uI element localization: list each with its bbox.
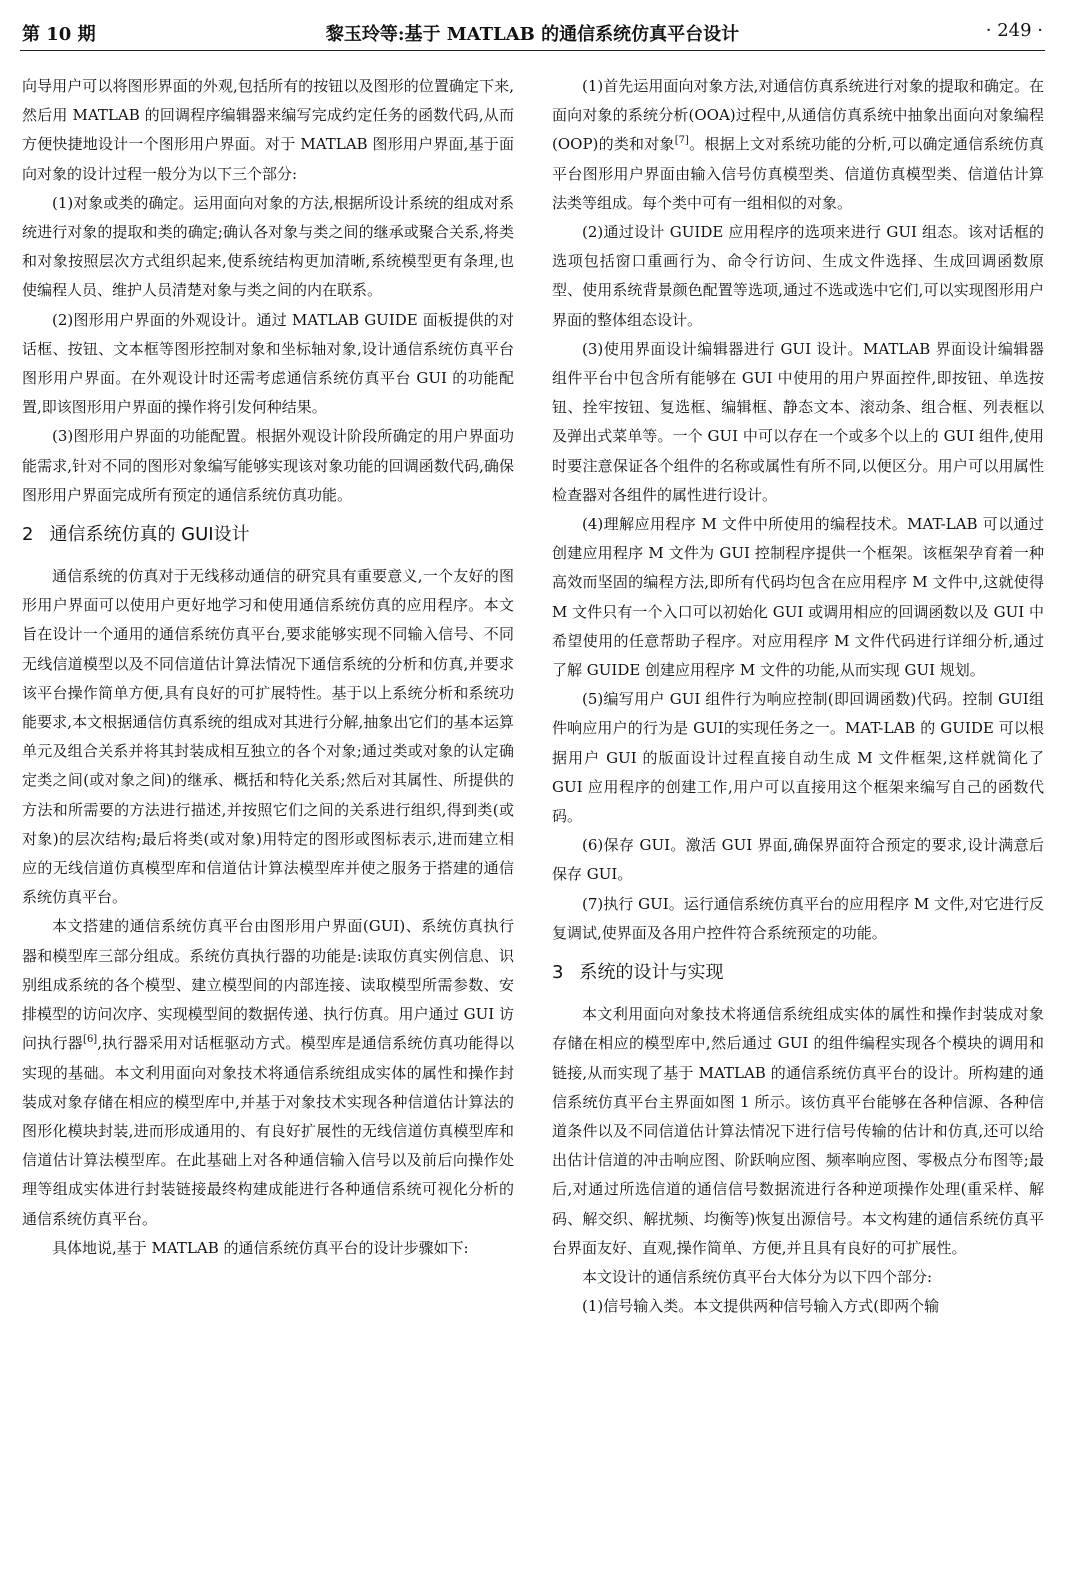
paragraph: 向导用户可以将图形界面的外观,包括所有的按钮以及图形的位置确定下来,然后用 MATLAB 的回调程序编辑器来编写完成约定任务的函数代码,从而方便快捷地设计一个图形用户界面。对于 MATLAB 图形用户界面,基于面向对象的设计过程一般分为以下三个部分: — [22, 77, 514, 183]
paragraph — [552, 72, 1044, 218]
paragraph: (1)信号输入类。本文提供两种信号输入方式(即两个输 — [582, 1297, 940, 1316]
right-column — [552, 72, 1044, 1321]
citation-ref: [7] — [674, 135, 689, 147]
paragraph-text: 本文搭建的通信系统仿真平台由图形用户界面(GUI)、系统仿真执行器和模型库三部分组成。系统仿真执行器的功能是:读取仿真实例信息、识别组成系统的各个模型、建立模型间的内部连接、读取模型所需参数、安排模型的访问次序、实现模型间的数据传递、执行仿真。用户通过 GUI 访问执行器 — [22, 917, 514, 1053]
running-title: 黎玉玲等:基于 MATLAB 的通信系统仿真平台设计 — [325, 24, 740, 45]
paragraph: (3)图形用户界面的功能配置。根据外观设计阶段所确定的用户界面功能需求,针对不同的图形对象编写能够实现该对象功能的回调函数代码,确保图形用户界面完成所有预定的通信系统仿真功能。 — [22, 427, 514, 504]
section-heading — [22, 520, 514, 550]
citation-ref: [6] — [83, 1034, 98, 1046]
paragraph-text: (1)首先运用面向对象方法,对通信仿真系统进行对象的提取和确定。在面向对象的系统分析(OOA)过程中,从通信仿真系统中抽象出面向对象编程(OOP)的类和对象 — [552, 77, 1044, 154]
paragraph: 通信系统的仿真对于无线移动通信的研究具有重要意义,一个友好的图形用户界面可以使用户更好地学习和使用通信系统仿真的应用程序。本文旨在设计一个通用的通信系统仿真平台,要求能够实现不同输入信号、不同无线信道模型以及不同信道估计算法情况下通信系统的分析和仿真,并要求该平台操作简单方便,具有良好的可扩展特性。基于以上系统分析和系统功能要求,本文根据通信仿真系统的组成对其进行分解,抽象出它们的基本运算单元及组合关系并将其封装成相互独立的各个对象;通过类或对象的认定确定类之间(或对象之间)的继承、概括和特化关系;然后对其属性、所提供的方法和所需要的方法进行描述,并按照它们之间的关系进行组织,得到类(或对象)的层次结构;最后将类(或对象)用特定的图形或图标表示,进而建立相应的无线信道仿真模型库和信道估计算法模型库并使之服务于搭建的通信系统仿真平台。 — [22, 567, 514, 907]
paragraph: (3)使用界面设计编辑器进行 GUI 设计。MATLAB 界面设计编辑器组件平台中包含所有能够在 GUI 中使用的用户界面控件,即按钮、单选按钮、拴牢按钮、复选框、编辑框、静态文本、滚动条、组合框、列表框以及弹出式菜单等。一个 GUI 中可以存在一个或多个以上的 GUI 组件,使用时要注意保证各个组件的名称或属性有所不同,以便区分。用户可以用属性检查器对各组件的属性进行设计。 — [552, 339, 1044, 504]
paragraph: (2)通过设计 GUIDE 应用程序的选项来进行 GUI 组态。该对话框的选项包括窗口重画行为、命令行访问、生成文件选择、生成回调函数原型、使用系统背景颜色配置等选项,通过不选或选中它们,可以实现图形用户界面的整体组态设计。 — [552, 223, 1044, 329]
page-number: · 249 · — [985, 20, 1043, 41]
paragraph: (5)编写用户 GUI 组件行为响应控制(即回调函数)代码。控制 GUI组件响应用户的行为是 GUI的实现任务之一。MAT-LAB 的 GUIDE 可以根据用户 GUI 的版面设计过程直接自动生成 M 文件框架,这样就简化了 GUI 应用程序的创建工作,用户可以直接用这个框架来编写自己的函数代码。 — [552, 690, 1044, 826]
paragraph — [22, 912, 514, 1233]
paragraph: (4)理解应用程序 M 文件中所使用的编程技术。MAT-LAB 可以通过创建应用程序 M 文件为 GUI 控制程序提供一个框架。该框架孕育着一种高效而坚固的编程方法,即所有代码均包含在应用程序 M 文件中,这就使得 M 文件只有一个入口可以初始化 GUI 或调用相应的回调函数以及 GUI 中希望使用的任意帮助子程序。对应用程序 M 文件代码进行详细分析,通过了解 GUIDE 创建应用程序 M 文件的功能,从而实现 GUI 规划。 — [552, 515, 1044, 680]
paragraph-text: 。根据上文对系统功能的分析,可以确定通信系统仿真平台图形用户界面由输入信号仿真模型类、信道仿真模型类、信道估计算法类等组成。每个类中可有一组相似的对象。 — [552, 135, 1044, 212]
paragraph: (2)图形用户界面的外观设计。通过 MATLAB GUIDE 面板提供的对话框、按钮、文本框等图形控制对象和坐标轴对象,设计通信系统仿真平台图形用户界面。在外观设计时还需考虑通信系统仿真平台 GUI 的功能配置,即该图形用户界面的操作将引发何种结果。 — [22, 310, 514, 417]
paragraph: (7)执行 GUI。运行通信系统仿真平台的应用程序 M 文件,对它进行反复调试,使界面及各用户控件符合系统预定的功能。 — [552, 894, 1044, 942]
paragraph-text: ,执行器采用对话框驱动方式。模型库是通信系统仿真功能得以实现的基础。本文利用面向对象技术将通信系统组成实体的属性和操作封装成对象存储在相应的模型库中,并基于对象技术实现各种信道估计算法的图形化模块封装,进而形成通用的、有良好扩展性的无线信道仿真模型库和信道估计算法模型库。在此基础上对各种通信输入信号以及前后向操作处理等组成实体进行封装链接最终构建成能进行各种通信系统可视化分析的通信系统仿真平台。 — [22, 1034, 514, 1228]
left-column — [22, 72, 514, 1263]
paragraph: 本文设计的通信系统仿真平台大体分为以下四个部分: — [582, 1267, 933, 1286]
running-header — [20, 18, 1045, 51]
paragraph: 本文利用面向对象技术将通信系统组成实体的属性和操作封装成对象存储在相应的模型库中,然后通过 GUI 的组件编程实现各个模块的调用和链接,从而实现了基于 MATLAB 的通信系统仿真平台的设计。所构建的通信系统仿真平台主界面如图 1 所示。该仿真平台能够在各种信源、各种信道条件以及不同信道估计算法情况下进行信号传输的估计和仿真,还可以给出估计信道的冲击响应图、阶跃响应图、频率响应图、零极点分布图等;最后,对通过所选信道的通信信号数据流进行各种逆项操作处理(重采样、解码、解交织、解扰频、均衡等)恢复出源信号。本文构建的通信系统仿真平台界面友好、直观,操作简单、方便,并且具有良好的可扩展性。 — [552, 1005, 1044, 1257]
section-heading — [552, 958, 1044, 988]
paragraph: (6)保存 GUI。激活 GUI 界面,确保界面符合预定的要求,设计满意后保存 GUI。 — [552, 836, 1044, 884]
section-number: 3 — [552, 962, 564, 984]
section-number: 2 — [22, 524, 34, 546]
paragraph: 具体地说,基于 MATLAB 的通信系统仿真平台的设计步骤如下: — [52, 1238, 469, 1257]
section-title: 系统的设计与实现 — [579, 962, 724, 984]
issue-number: 第 10 期 — [22, 24, 96, 45]
section-title: 通信系统仿真的 GUI设计 — [49, 524, 250, 546]
paragraph: (1)对象或类的确定。运用面向对象的方法,根据所设计系统的组成对系统进行对象的提取和类的确定;确认各对象与类之间的继承或聚合关系,将类和对象按照层次方式组织起来,使系统结构更加清晰,系统模型更有条理,也使编程人员、维护人员清楚对象与类之间的内在联系。 — [22, 193, 514, 300]
